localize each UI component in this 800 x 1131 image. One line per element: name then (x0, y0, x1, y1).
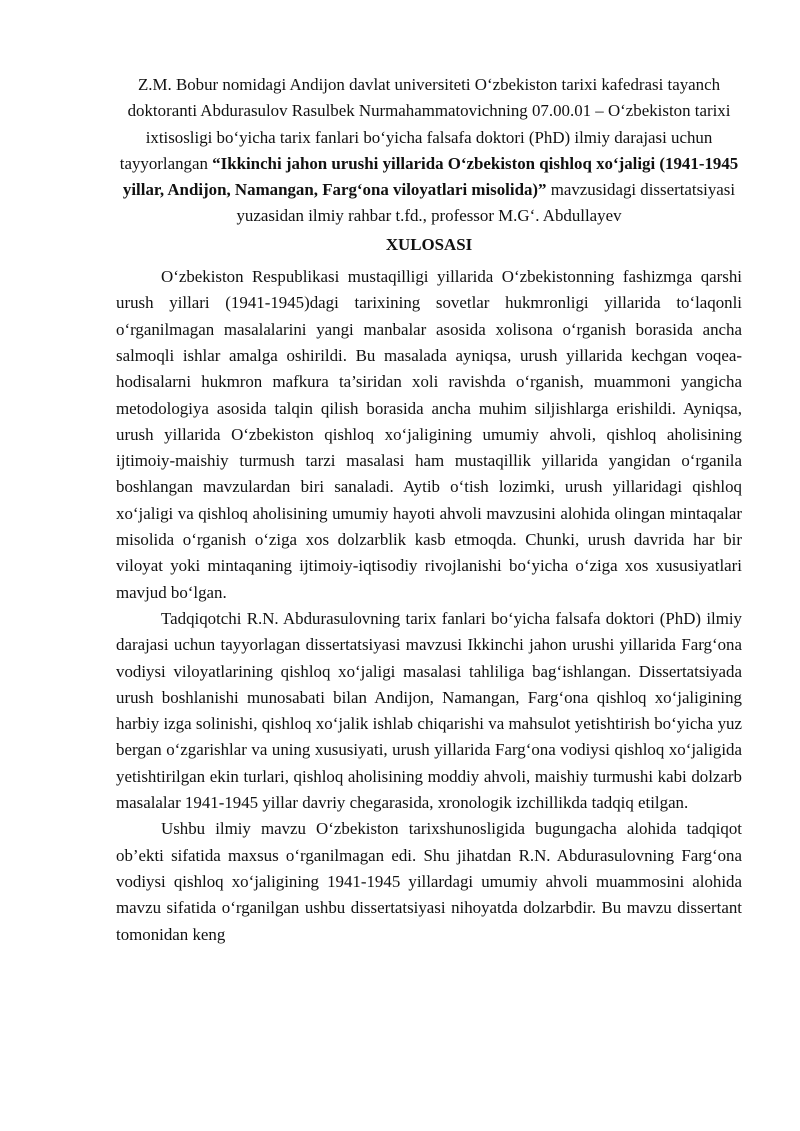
dissertation-topic: “Ikkinchi jahon urushi yillarida O‘zbekiston qishloq xo‘jaligi (1941-1945 yillar, Andijon, Namangan, Farg‘ona viloyatlari misolida)” (122, 153, 739, 200)
body-paragraph: O‘zbekiston Respublikasi mustaqilligi yillarida O‘zbekistonning fashizmga qarshi urush yillari (1941-1945)dagi tarixining sovetlar hukmronligi yillarida to‘laqonli o‘rganilmagan masalalarini yangi manbalar asosida xolisona o‘rganish borasida ancha salmoqli ishlar amalga oshirildi. Bu masalada ayniqsa, urush yillarida kechgan voqea-hodisalarni hukmron mafkura ta’siridan xoli ravishda o‘rganish, muammoni yangicha metodologiya asosida talqin qilish borasida ancha muhim siljishlarga erishildi. Ayniqsa, urush yillarida O‘zbekiston qishloq xo‘jaligining umumiy ahvoli, qishloq aholisining ijtimoiy-maishiy turmush tarzi masalasi ham mustaqillik yillarida yangidan o‘rganila boshlangan mavzulardan biri sanaladi. Aytib o‘tish lozimki, urush yillaridagi qishloq xo‘jaligi va qishloq aholisining umumiy hayoti ahvoli mavzusini alohida olingan mintaqalar misolida o‘rganish o‘ziga xos dolzarblik kasb etmoqda. Chunki, urush davrida har bir viloyat yoki mintaqaning ijtimoiy-iqtisodiy rivojlanishi bo‘yicha o‘ziga xos xususiyatlari mavjud bo‘lgan. (116, 267, 742, 602)
document-header (116, 72, 742, 230)
document-page (116, 72, 742, 948)
body-paragraph: Ushbu ilmiy mavzu O‘zbekiston tarixshunosligida bugungacha alohida tadqiqot ob’ekti sifatida maxsus o‘rganilmagan edi. Shu jihatdan R.N. Abdurasulovning Farg‘ona vodiysi qishloq xo‘jaligining 1941-1945 yillardagi umumiy ahvoli muammosini alohida mavzu sifatida o‘rganilgan ushbu dissertatsiyasi nihoyatda dolzarbdir. Bu mavzu dissertant tomonidan keng (116, 819, 742, 944)
header-outro: mavzusidagi dissertatsiyasi yuzasidan ilmiy rahbar t.fd., professor M.G‘. Abdullayev (236, 180, 736, 226)
body-paragraph: Tadqiqotchi R.N. Abdurasulovning tarix fanlari bo‘yicha falsafa doktori (PhD) ilmiy darajasi uchun tayyorlagan dissertatsiyasi mavzusi Ikkinchi jahon urushi yillarida Farg‘ona vodiysi viloyatlarining qishloq xo‘jaligi masalasi tahliliga bag‘ishlangan. Dissertatsiyada urush boshlanishi munosabati bilan Andijon, Namangan, Farg‘ona qishloq xo‘jaligining harbiy izga solinishi, qishloq xo‘jalik ishlab chiqarishi va mahsulot yetishtirish bo‘yicha yuz bergan o‘zgarishlar va uning xususiyati, urush yillarida Farg‘ona vodiysi qishloq xo‘jaligida yetishtirilgan ekin turlari, qishloq aholisining moddiy ahvoli, maishiy turmushi kabi dolzarb masalalar 1941-1945 yillar davriy chegarasida, xronologik izchillikda tadqiq etilgan. (116, 608, 742, 813)
header-intro: Z.M. Bobur nomidagi Andijon davlat universiteti O‘zbekiston tarixi kafedrasi tayanch doktoranti Abdurasulov Rasulbek Nurmahammatovichning 07.00.01 – O‘zbekiston tarixi ixtisosligi bo‘yicha tarix fanlari bo‘yicha falsafa doktori (PhD) ilmiy darajasi uchun tayyorlangan (119, 75, 731, 173)
section-heading: XULOSASI (385, 234, 473, 254)
